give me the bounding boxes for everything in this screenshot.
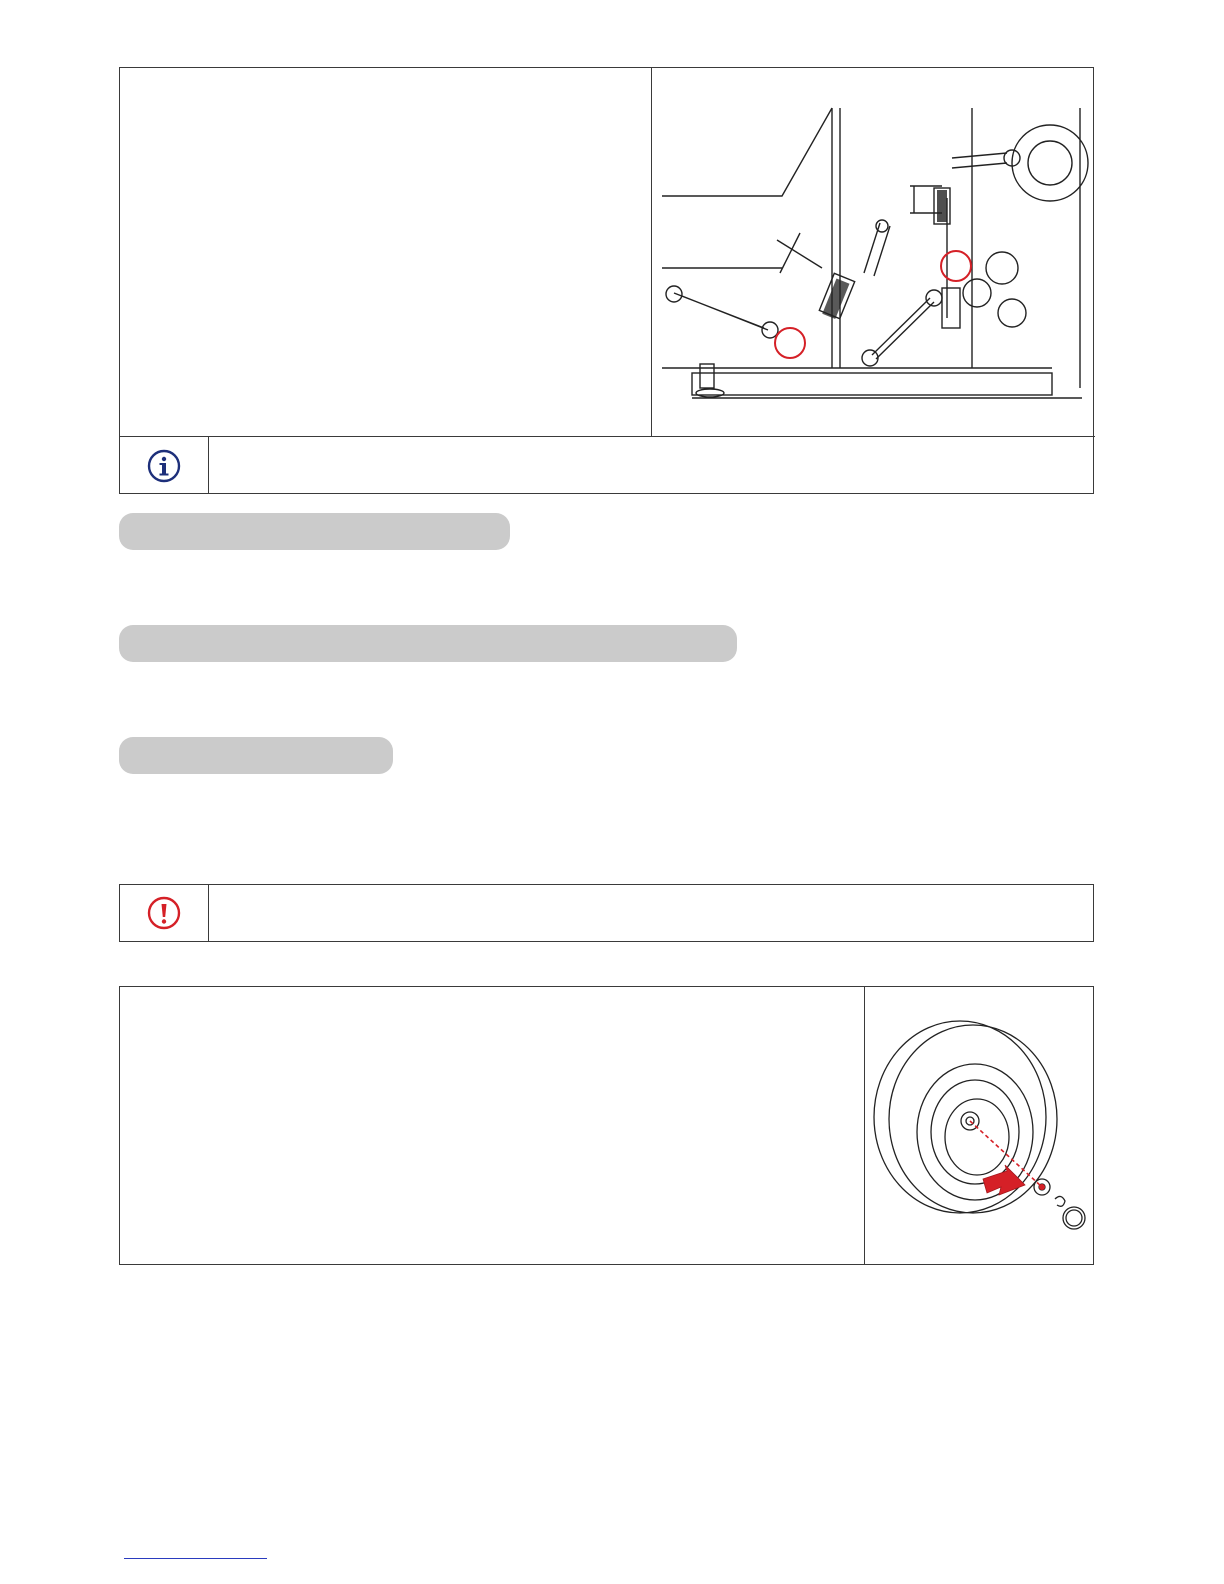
- section-heading-bar-1: [119, 513, 510, 550]
- highlight-circle-left: [775, 328, 805, 358]
- section-heading-bar-3: [119, 737, 393, 774]
- section-heading-bar-2: [119, 625, 737, 662]
- info-note-text: [210, 437, 1094, 494]
- info-icon-cell: [120, 437, 209, 494]
- info-icon: [147, 449, 181, 483]
- spring-adjustment-diagram: [652, 68, 1094, 436]
- wheel-removal-diagram: [865, 987, 1093, 1264]
- removal-arrow-icon: [983, 1165, 1025, 1195]
- procedure-text-area: [120, 68, 651, 436]
- procedure-block-springs: [119, 67, 1094, 494]
- exclamation-icon: [147, 896, 181, 930]
- wheel-diagram-svg: [865, 987, 1093, 1264]
- warning-icon-cell: [120, 885, 209, 941]
- warning-note-box: [119, 884, 1094, 942]
- footer-link-underline: [124, 1558, 267, 1559]
- procedure-block-wheel: [119, 986, 1094, 1265]
- spring-diagram-svg: [652, 68, 1094, 436]
- warning-note-text: [210, 885, 1094, 941]
- procedure-text-area-2: [120, 987, 864, 1264]
- highlight-circle-right: [941, 251, 971, 281]
